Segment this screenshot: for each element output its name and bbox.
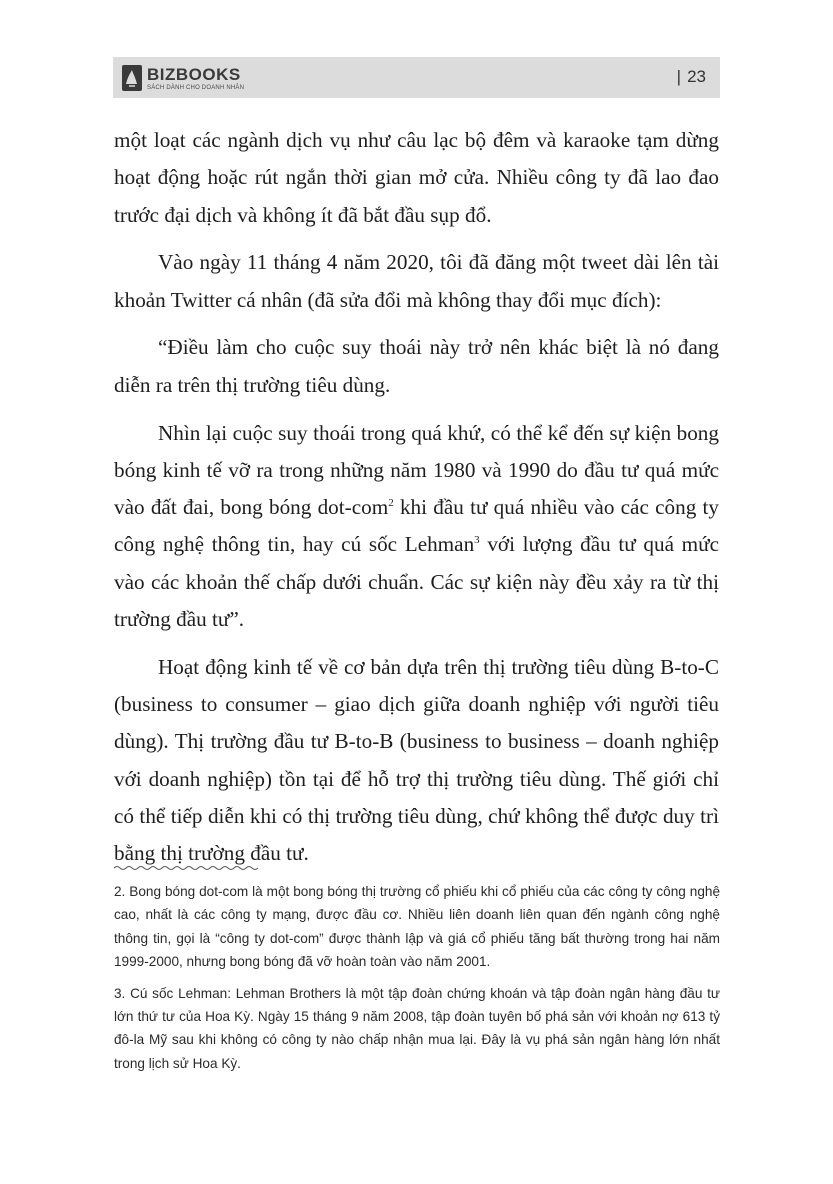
page-header	[113, 57, 720, 98]
paragraph-4-part-a: Nhìn lại cuộc suy thoái trong quá khứ, có thể kể đến sự kiện bong bóng kinh tế vỡ ra trong những năm 1980 và 1990 do đầu tư quá mức vào đất đai, bong bóng dot-com	[114, 420, 719, 520]
brand-logo	[121, 63, 244, 93]
footnotes	[114, 880, 720, 1083]
footnote-3: 3. Cú sốc Lehman: Lehman Brothers là một tập đoàn chứng khoán và tập đoàn ngân hàng đầu tư lớn thứ tư của Hoa Kỳ. Ngày 15 tháng 9 năm 2008, tập đoàn tuyên bố phá sản với khoản nợ 613 tỷ đô-la Mỹ sau khi không có công ty nào chấp nhận mua lại. Đây là vụ phá sản ngân hàng lớn nhất trong lịch sử Hoa Kỳ.	[114, 985, 720, 1071]
brand-tagline: SÁCH DÀNH CHO DOANH NHÂN	[147, 84, 245, 91]
footnote-ref-3: 3	[474, 534, 480, 547]
paragraph-4	[114, 415, 719, 639]
paragraph-1: một loạt các ngành dịch vụ như câu lạc bộ đêm và karaoke tạm dừng hoạt động hoặc rút ngắn thời gian mở cửa. Nhiều công ty đã lao đao trước đại dịch và không ít đã bắt đầu sụp đổ.	[114, 128, 719, 227]
bizbooks-logo-icon	[121, 64, 143, 92]
main-text	[114, 122, 719, 883]
page-number: 23	[687, 67, 706, 86]
footnote-2: 2. Bong bóng dot-com là một bong bóng thị trường cổ phiếu khi cổ phiếu của các công ty công nghệ cao, nhất là các công ty mạng, được đầu cơ. Nhiều liên doanh liên quan đến ngành công nghệ thông tin, gọi là “công ty dot-com” được thành lập và giá cổ phiếu tăng bất thường trong hai năm 1999-2000, nhưng bong bóng đã vỡ hoàn toàn vào năm 2001.	[114, 884, 720, 970]
paragraph-3: “Điều làm cho cuộc suy thoái này trở nên khác biệt là nó đang diễn ra trên thị trường tiêu dùng.	[114, 335, 719, 397]
paragraph-4-part-c: với lượng đầu tư quá mức vào các khoản thế chấp dưới chuẩn. Các sự kiện này đều xảy ra từ thị trường đầu tư”.	[114, 532, 719, 632]
brand-name: BIZBOOKS	[147, 64, 241, 84]
page-separator: |	[676, 67, 682, 86]
paragraph-4-part-b: khi đầu tư quá nhiều vào các công ty công nghệ thông tin, hay cú sốc Lehman	[114, 495, 720, 557]
paragraph-5: Hoạt động kinh tế về cơ bản dựa trên thị trường tiêu dùng B-to-C (business to consumer – giao dịch giữa doanh nghiệp với người tiêu dùng). Thị trường đầu tư B-to-B (business to business – doanh nghiệp với doanh nghiệp) tồn tại để hỗ trợ thị trường tiêu dùng. Thế giới chỉ có thể tiếp diễn khi có thị trường tiêu dùng, chứ không thể được duy trì bằng thị trường đầu tư.	[114, 654, 719, 866]
paragraph-2: Vào ngày 11 tháng 4 năm 2020, tôi đã đăng một tweet dài lên tài khoản Twitter cá nhân (đã sửa đổi mà không thay đổi mục đích):	[114, 250, 719, 312]
footnote-ref-2: 2	[388, 497, 394, 510]
page-number-block	[677, 67, 706, 87]
footnote-divider	[114, 864, 259, 872]
